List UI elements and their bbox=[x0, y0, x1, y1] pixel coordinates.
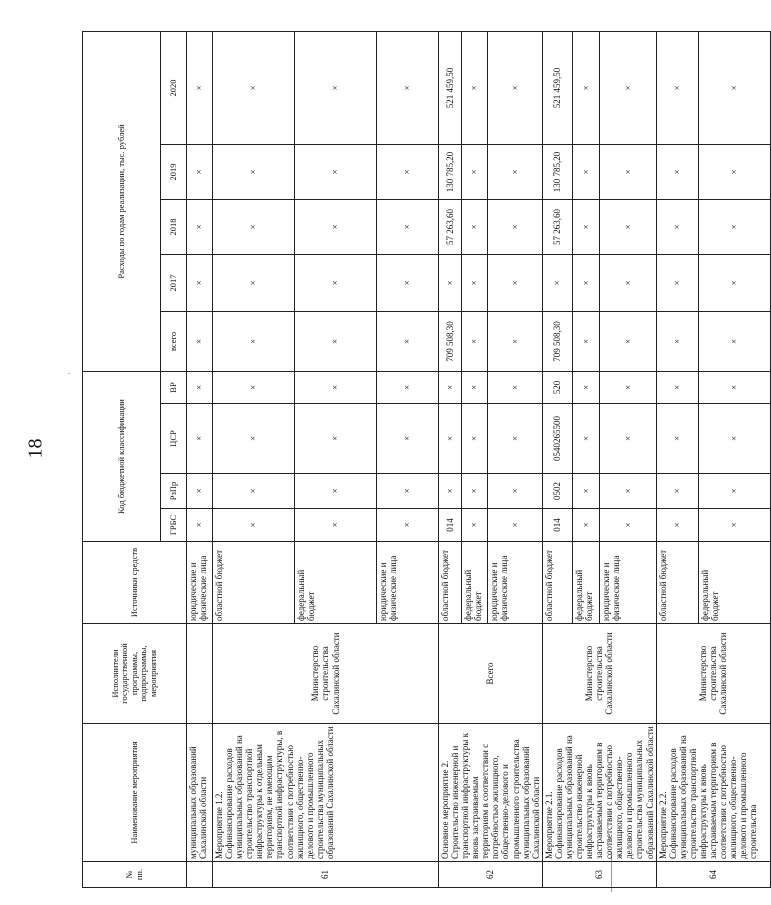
col-total-header: всего bbox=[161, 311, 187, 371]
value-cell: 709 508,30 bbox=[439, 311, 462, 371]
value-cell: 709 508,30 bbox=[542, 311, 572, 371]
value-cell: × bbox=[213, 404, 295, 474]
value-cell: × bbox=[187, 144, 213, 199]
value-cell: 57 263,60 bbox=[439, 199, 462, 254]
value-cell: × bbox=[377, 404, 439, 474]
col-rzpr-header: РзПр bbox=[161, 474, 187, 509]
row-executor-cell: Всего bbox=[439, 624, 543, 724]
row-name-cell: муниципальных образований Сахалинской области bbox=[187, 724, 213, 862]
value-cell: × bbox=[377, 199, 439, 254]
value-cell: × bbox=[213, 199, 295, 254]
row-num-cell: 62 bbox=[439, 862, 543, 888]
page-number: 18 bbox=[24, 438, 47, 459]
value-cell: × bbox=[187, 199, 213, 254]
table-row-continuation bbox=[187, 31, 213, 887]
value-cell: × bbox=[600, 509, 656, 542]
row-num-cell bbox=[187, 862, 213, 888]
value-cell: × bbox=[187, 509, 213, 542]
value-cell: × bbox=[600, 31, 656, 144]
value-cell: × bbox=[187, 371, 213, 403]
value-cell: × bbox=[295, 311, 377, 371]
value-cell: × bbox=[439, 474, 462, 509]
value-cell: × bbox=[698, 371, 770, 403]
value-cell: × bbox=[377, 144, 439, 199]
value-cell: × bbox=[698, 144, 770, 199]
value-cell: × bbox=[295, 199, 377, 254]
row-executor-cell: Министерство строительства Сахалинской области bbox=[213, 624, 439, 724]
row-source-cell: областной бюджет bbox=[542, 542, 572, 624]
col-grbs-header: ГРБС bbox=[161, 509, 187, 542]
value-cell: × bbox=[377, 474, 439, 509]
row-num-cell: 61 bbox=[213, 862, 439, 888]
rotated-table-page bbox=[82, 32, 759, 888]
value-cell: 521 459,50 bbox=[439, 31, 462, 144]
col-name-header: Наименование мероприятия bbox=[83, 724, 187, 862]
value-cell: × bbox=[600, 199, 656, 254]
value-cell: × bbox=[656, 371, 698, 403]
value-cell: × bbox=[439, 371, 462, 403]
value-cell: × bbox=[573, 144, 600, 199]
row-name-cell: Основное мероприятие 2. Строительство инженерной и транспортной инфраструктуры к вновь застраиваемым территориям в соответствии с потребностью жилищного, общественно-делового и промышленного строительства муниципальных образований Сахалинской области bbox=[439, 724, 543, 862]
table-row bbox=[213, 31, 295, 887]
value-cell: × bbox=[656, 509, 698, 542]
value-cell: × bbox=[488, 311, 543, 371]
col-2018-header: 2018 bbox=[161, 199, 187, 254]
value-cell: × bbox=[213, 371, 295, 403]
row-name-cell: Мероприятие 2.2. Софинансирование расходов муниципальных образований на строительство транспортной инфраструктуры к вновь застраиваемым территориям в соответствии с потребностью жилищного, общественно-делового и промышленного строительства bbox=[656, 724, 770, 862]
expenses-table bbox=[82, 31, 771, 888]
value-cell: × bbox=[573, 509, 600, 542]
value-cell: × bbox=[488, 144, 543, 199]
budget-code-group-header: Код бюджетной классификации bbox=[83, 371, 161, 541]
value-cell: × bbox=[187, 311, 213, 371]
value-cell: × bbox=[377, 31, 439, 144]
value-cell: × bbox=[542, 254, 572, 311]
value-cell: × bbox=[656, 311, 698, 371]
value-cell: × bbox=[213, 509, 295, 542]
value-cell: × bbox=[295, 144, 377, 199]
value-cell: × bbox=[698, 31, 770, 144]
value-cell: × bbox=[213, 254, 295, 311]
value-cell: × bbox=[461, 144, 487, 199]
value-cell: × bbox=[295, 371, 377, 403]
row-source-cell: юридические и физические лица bbox=[488, 542, 543, 624]
value-cell: 130 785,20 bbox=[542, 144, 572, 199]
col-num-header: № пп. bbox=[83, 862, 187, 888]
value-cell: 014 bbox=[542, 509, 572, 542]
row-source-cell: юридические и физические лица bbox=[600, 542, 656, 624]
scan-speck: · bbox=[64, 372, 74, 375]
value-cell: × bbox=[573, 199, 600, 254]
col-csr-header: ЦСР bbox=[161, 404, 187, 474]
table-row bbox=[656, 31, 698, 887]
value-cell: × bbox=[573, 371, 600, 403]
col-executor-header: Исполнители государственной программы, подпрограммы, мероприятия bbox=[83, 624, 187, 724]
row-source-cell: юридические и физические лица bbox=[187, 542, 213, 624]
value-cell: 014 bbox=[439, 509, 462, 542]
value-cell: × bbox=[377, 254, 439, 311]
value-cell: × bbox=[698, 404, 770, 474]
value-cell: × bbox=[488, 31, 543, 144]
table-row bbox=[542, 31, 572, 887]
col-vr-header: ВР bbox=[161, 371, 187, 403]
value-cell: × bbox=[295, 254, 377, 311]
value-cell: × bbox=[461, 31, 487, 144]
value-cell: × bbox=[213, 474, 295, 509]
header-row-1 bbox=[83, 31, 161, 887]
value-cell: × bbox=[488, 199, 543, 254]
value-cell: × bbox=[377, 311, 439, 371]
value-cell: 0502 bbox=[542, 474, 572, 509]
value-cell: × bbox=[295, 509, 377, 542]
value-cell: × bbox=[377, 371, 439, 403]
row-name-cell: Мероприятие 2.1. Софинансирование расходов муниципальных образований на строительство инженерной инфраструктуры к вновь застраиваемым территориям в соответствии с потребностью жилищного, общественно-делового и промышленного строительства муниципальных образований Сахалинской области bbox=[542, 724, 656, 862]
value-cell: × bbox=[698, 311, 770, 371]
value-cell: × bbox=[439, 254, 462, 311]
value-cell: × bbox=[600, 404, 656, 474]
value-cell: × bbox=[600, 371, 656, 403]
value-cell: × bbox=[295, 474, 377, 509]
row-executor-cell: Министерство строительства Сахалинской области bbox=[656, 624, 770, 724]
value-cell: × bbox=[698, 474, 770, 509]
value-cell: × bbox=[656, 404, 698, 474]
value-cell: 0540265500 bbox=[542, 404, 572, 474]
row-source-cell: областной бюджет bbox=[439, 542, 462, 624]
value-cell: × bbox=[573, 311, 600, 371]
value-cell: 521 459,50 bbox=[542, 31, 572, 144]
table-row bbox=[439, 31, 462, 887]
value-cell: × bbox=[573, 31, 600, 144]
expenses-group-header: Расходы по годам реализации, тыс. рублей bbox=[83, 31, 161, 371]
row-source-cell: областной бюджет bbox=[656, 542, 698, 624]
value-cell: × bbox=[461, 509, 487, 542]
value-cell: × bbox=[698, 254, 770, 311]
value-cell: × bbox=[656, 254, 698, 311]
value-cell: × bbox=[600, 254, 656, 311]
value-cell: × bbox=[461, 474, 487, 509]
value-cell: × bbox=[698, 509, 770, 542]
value-cell: × bbox=[573, 254, 600, 311]
value-cell: × bbox=[461, 254, 487, 311]
value-cell: × bbox=[295, 31, 377, 144]
value-cell: × bbox=[461, 371, 487, 403]
row-executor-cell bbox=[187, 624, 213, 724]
value-cell: × bbox=[488, 254, 543, 311]
value-cell: × bbox=[187, 254, 213, 311]
value-cell: 130 785,20 bbox=[439, 144, 462, 199]
col-2017-header: 2017 bbox=[161, 254, 187, 311]
col-2020-header: 2020 bbox=[161, 31, 187, 144]
row-num-cell: 63 bbox=[542, 862, 656, 888]
value-cell: 520 bbox=[542, 371, 572, 403]
value-cell: × bbox=[187, 474, 213, 509]
value-cell: × bbox=[461, 311, 487, 371]
value-cell: × bbox=[600, 311, 656, 371]
value-cell: × bbox=[295, 404, 377, 474]
value-cell: × bbox=[461, 199, 487, 254]
row-source-cell: областной бюджет bbox=[213, 542, 295, 624]
value-cell: × bbox=[439, 404, 462, 474]
value-cell: × bbox=[461, 404, 487, 474]
value-cell: × bbox=[656, 144, 698, 199]
value-cell: × bbox=[488, 509, 543, 542]
row-num-cell: 64 bbox=[656, 862, 770, 888]
value-cell: × bbox=[573, 474, 600, 509]
value-cell: × bbox=[573, 404, 600, 474]
row-source-cell: юридические и физические лица bbox=[377, 542, 439, 624]
col-source-header: Источники средств bbox=[83, 542, 187, 624]
row-source-cell: федеральный бюджет bbox=[573, 542, 600, 624]
col-2019-header: 2019 bbox=[161, 144, 187, 199]
value-cell: × bbox=[656, 199, 698, 254]
value-cell: × bbox=[600, 144, 656, 199]
value-cell: × bbox=[488, 371, 543, 403]
row-source-cell: федеральный бюджет bbox=[461, 542, 487, 624]
value-cell: × bbox=[698, 199, 770, 254]
value-cell: × bbox=[213, 31, 295, 144]
value-cell: × bbox=[656, 474, 698, 509]
value-cell: × bbox=[488, 474, 543, 509]
value-cell: 57 263,60 bbox=[542, 199, 572, 254]
value-cell: × bbox=[213, 144, 295, 199]
value-cell: × bbox=[488, 404, 543, 474]
row-source-cell: федеральный бюджет bbox=[698, 542, 770, 624]
row-name-cell: Мероприятие 1.2. Софинансирование расходов муниципальных образований на строительство транспортной инфраструктуры к отдельным территориям, не имеющим транспортной инфраструктуры, в соответствии с потребностью жилищного, общественно-делового и промышленного строительства муниципальных образований Сахалинской области bbox=[213, 724, 439, 862]
value-cell: × bbox=[213, 311, 295, 371]
value-cell: × bbox=[187, 404, 213, 474]
row-executor-cell: Министерство строительства Сахалинской области bbox=[542, 624, 656, 724]
value-cell: × bbox=[377, 509, 439, 542]
value-cell: × bbox=[187, 31, 213, 144]
row-source-cell: федеральный бюджет bbox=[295, 542, 377, 624]
value-cell: × bbox=[600, 474, 656, 509]
value-cell: × bbox=[656, 31, 698, 144]
